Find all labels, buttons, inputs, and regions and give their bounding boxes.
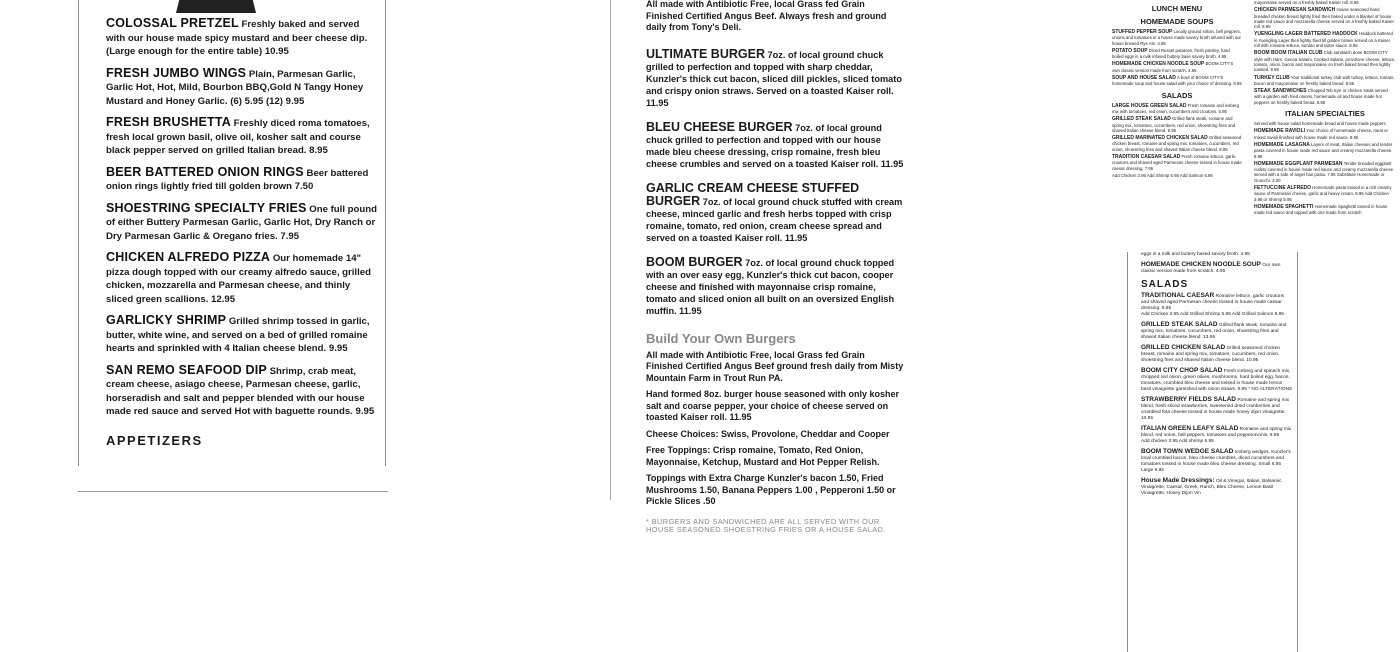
item-name: HOMEMADE EGGPLANT PARMESAN	[1254, 160, 1343, 167]
byo-paragraph: All made with Antibiotic Free, local Grass fed Grain Finished Certified Angus Beef ground fresh daily from Misty Mountain Farm in Trout Run PA.	[646, 349, 904, 383]
item-description: A bowl of BOOM CITY'S homemade soup and house salad with your choice of dressing. 8.95	[1112, 75, 1242, 87]
lunch-column-2	[1254, 0, 1396, 218]
menu-item	[1112, 116, 1242, 133]
item-name: HOMEMADE CHICKEN NOODLE SOUP	[1141, 261, 1261, 268]
menu-item	[106, 166, 380, 194]
byo-paragraph: Free Toppings: Crisp romaine, Tomato, Red Onion, Mayonnaise, Ketchup, Mustard and Hot Pepper Relish.	[646, 445, 880, 467]
item-description: Romaine lettuce, garlic croutons and shaved aged Parmesan cheese tossed in house made caesar dressing. 9.95	[1141, 294, 1285, 311]
item-description: One full pound of either Buttery Parmesan Garlic, Garlic Hot, Dry Ranch or Dry Parmesan Garlic & Oregano fries. 7.95	[106, 203, 377, 242]
menu-item	[106, 251, 380, 306]
item-name: LARGE HOUSE GREEN SALAD	[1112, 102, 1187, 109]
menu-item	[106, 314, 380, 356]
item-name: ULTIMATE BURGER	[646, 46, 765, 61]
menu-item	[106, 364, 380, 419]
item-addons: Add chicken 3.95 Add shrimp 5.95	[1141, 439, 1214, 444]
item-description: 7oz. of local ground chuck stuffed with cream cheese, minced garlic and fresh herbs topped with crisp romaine, tomato, red onion, cream cheese spread and served on a toasted Kaiser roll. 11.95	[646, 196, 903, 243]
item-description: Locally ground sirloin, bell peppers, onions and tomatoes in a house made savory broth infused with our house brewed Rye Ale. 4.95	[1112, 29, 1241, 46]
item-description: Grilled flank steak, romaine and spring mix, tomatoes, cucumbers, red onion, shoestring fries and shaved Italian cheese blend. 9.95	[1112, 116, 1236, 133]
dressings-label: House Made Dressings:	[1141, 477, 1215, 484]
menu-item	[1254, 142, 1396, 159]
item-name: SHOESTRING SPECIALTY FRIES	[106, 200, 307, 215]
item-description: Diced Russet potatoes, fresh parsley, hard boiled eggs in a milk infused buttery base savory broth. 4.95	[1112, 47, 1230, 60]
footnote: * BURGERS AND SANDWICHED ARE ALL SERVED WITH OUR HOUSE SEASONED SHOESTRING FRIES OR A HOUSE SALAD.	[646, 516, 886, 534]
menu-item	[1141, 449, 1293, 474]
item-name: TRADITIONAL CAESAR	[1141, 292, 1215, 299]
item-name: GRILLED STEAK SALAD	[1141, 321, 1218, 328]
item-description: Grilled seasoned chicken breast, romaine and spring mix, tomatoes, cucumbers, red onion, shoestring fries and shaved Italian cheese blend. 8.95	[1112, 135, 1242, 152]
byo-paragraph: Toppings with Extra Charge Kunzler's bacon 1.50, Fried Mushrooms 1.50, Banana Peppers 1.00 , Pepperoni 1.50 or Pickle Slices .50	[646, 473, 896, 506]
item-description: Beer battered onion rings lightly fried till golden brown 7.50	[106, 167, 369, 192]
item-name: GRILLED STEAK SALAD	[1112, 116, 1171, 123]
item-name: STRAWBERRY FIELDS SALAD	[1141, 396, 1236, 403]
item-description: Grilled flank steak, romaine and spring mix, tomatoes, cucumbers, red onion, shoestring fries and shaved Italian cheese blend. 13.95	[1141, 323, 1287, 340]
menu-item	[1141, 345, 1293, 364]
item-name: GARLIC CREAM CHEESE STUFFED BURGER	[646, 180, 860, 208]
item-description: Fresh romaine and iceberg mix with tomatoes, red onion, cucumbers and croutons. 5.95	[1112, 102, 1240, 114]
item-name: BEER BATTERED ONION RINGS	[106, 164, 304, 179]
menu-item	[646, 182, 904, 244]
item-description: BOOM CITY'S own classic version made from scratch. 4.95	[1112, 61, 1234, 73]
item-name: GRILLED MARINATED CHICKEN SALAD	[1112, 135, 1208, 142]
item-description: Shrimp, crab meat, cream cheese, asiago cheese, Parmesan cheese, garlic, horseradish and salt and pepper blended with our house made red sauce and served Hot with baguette rounds. 9.95	[106, 365, 375, 417]
appetizer-list	[106, 17, 380, 448]
item-description: Chopped Rib Eye or chicken steak served with a garden with fried onions, homemade oil and house made hot peppers on freshly baked bread. 8.95	[1254, 88, 1388, 105]
item-description: Romaine and spring mix blend, fresh sliced strawberries, sweetened dried cranberries and crumbled feta cheese tossed in house made honey dijon vinaigrette. 10.95	[1141, 398, 1290, 421]
item-name: CHICKEN PARMESAN SANDWICH	[1254, 7, 1336, 14]
byo-paragraph: Hand formed 8oz. burger house seasoned with only kosher salt and coarse pepper, your choice of cheese served on toasted Kaiser roll. 11.95	[646, 389, 900, 422]
item-name: FRESH BRUSHETTA	[106, 115, 231, 129]
item-name: BOOM TOWN WEDGE SALAD	[1141, 448, 1234, 455]
dressings	[1141, 478, 1293, 497]
menu-item	[646, 121, 904, 170]
menu-item	[1112, 103, 1242, 115]
item-description: Iceberg wedges, Kunzler's local crumbled bacon, bleu cheese crumbles, diced cucumbers and tomatoes tossed in house made bleu cheese dressing. Small 6.95 Large 9.95	[1141, 450, 1291, 473]
item-name: BOOM CITY CHOP SALAD	[1141, 367, 1223, 374]
menu-item	[1112, 61, 1242, 73]
page-border-right	[385, 0, 386, 466]
item-description: Grilled seasoned chicken breast, romaine and spring mix, tomatoes, cucumbers, red onion, shoestring fries and shaved Italian cheese blend. 10.95	[1141, 346, 1281, 363]
item-addons: Add Chicken 3.95 Add Grilled Shrimp 5.95 Add Grilled Salmon 8.95	[1141, 312, 1284, 317]
item-description: Fresh romaine lettuce, garlic croutons and shaved aged Parmesan cheese tossed in house made caesar dressing. 7.95	[1112, 154, 1242, 171]
section-title-appetizers: APPETIZERS	[106, 432, 203, 448]
menu-item	[1112, 135, 1242, 152]
item-description: Freshly baked and served with our house made spicy mustard and beer cheese dip. (Large enough for the entire table) 10.95	[106, 19, 368, 57]
item-description: Romaine and spring mix blend, red onion, bell peppers, tomatoes and pepperoncinis. 9.95	[1141, 427, 1292, 438]
item-description: 7oz. of local ground chuck grilled to perfection and topped with our house made bleu cheese dressing, crisp romaine, fresh bleu cheese crumbles and served on a toasted Kaiser roll. 11.95	[646, 122, 904, 169]
item-name: GARLICKY SHRIMP	[106, 313, 227, 327]
item-name: BOOM BURGER	[646, 254, 743, 269]
item-name: POTATO SOUP	[1112, 47, 1148, 54]
item-name: YUENGLING LAGER BATTERED HADDOCK	[1254, 31, 1358, 38]
menu-item	[1141, 426, 1293, 445]
item-name: TRADITION CAESAR SALAD	[1112, 154, 1181, 161]
menu-item	[1254, 50, 1396, 72]
item-description: Our own classic version made from scratch. 4.95	[1141, 263, 1281, 274]
item-description: Club sandwich done BOOM CITY style with Ham, Genoa Salami, Cooked Salami, provolone cheese, lettuce, tomato, onion, bacon and mayonnaise on fresh baked bread then lightly toasted. 9.95	[1254, 50, 1396, 73]
menu-item	[106, 202, 380, 244]
menu-item	[106, 116, 380, 158]
item-name: ITALIAN GREEN LEAFY SALAD	[1141, 425, 1239, 432]
item-description: Homemade Spaghetti tossed in house made red sauce and topped with one made from scratch	[1254, 203, 1388, 216]
menu-item	[1254, 75, 1396, 87]
menu-item	[1141, 368, 1293, 393]
item-description: Fresh iceberg and spinach mix, chopped red onion, green olives, mushrooms, hard boiled egg, bacon, tomatoes, crumbled bleu cheese and tossed in house made lemon basil vinaigrette garnished with onion straws. 9.95 * NO ALTERATIONS	[1141, 369, 1293, 392]
dressings-list: Oil & Vinegar, Italian, Balsamic Vinaigrette, Caesar, Greek, Ranch, Bleu Cheese, Lemon Basil Vinaigrette, Honey Dijon Vin	[1141, 479, 1282, 496]
menu-item	[1254, 204, 1396, 216]
burger-list	[646, 0, 904, 535]
menu-item	[1254, 185, 1396, 202]
salads-title: SALADS	[1161, 90, 1193, 100]
menu-item	[1112, 48, 1242, 60]
logo-image	[176, 0, 256, 13]
item-description: Haddock battered in Yuengling Lager then lightly fried till golden brown served on a Kaiser roll with romaine lettuce, tomato and tartar sauce. 8.95	[1254, 31, 1393, 49]
page-border-left	[610, 0, 611, 500]
item-name: TURKEY CLUB	[1254, 74, 1290, 81]
item-name: HOMEMADE CHICKEN NOODLE SOUP	[1112, 61, 1205, 68]
menu-item	[1141, 322, 1293, 341]
menu-item	[106, 67, 380, 109]
item-description: Homemade pasta tossed in a rich creamy sauce of Parmesan cheese, garlic and heavy cream. 8.95 Add Chicken 3.95 or Shrimp 5.95	[1254, 185, 1392, 202]
dinner-menu-page	[1127, 246, 1299, 507]
byo-paragraph: Cheese Choices: Swiss, Provolone, Cheddar and Cooper	[646, 428, 890, 439]
menu-item	[1254, 88, 1396, 105]
menu-item	[1112, 75, 1242, 87]
menu-item	[1141, 397, 1293, 422]
page-border-left	[1127, 252, 1128, 652]
item-name: HOMEMADE SPAGHETTI	[1254, 203, 1314, 210]
item-description: Grilled shrimp tossed in garlic, butter, white wine, and served on a bed of grilled romaine hearts and sprinkled with 4 Italian cheese blend. 9.95	[106, 316, 370, 354]
menu-item	[1141, 262, 1293, 275]
italian-title: ITALIAN SPECIALTIES	[1285, 109, 1365, 119]
item-name: STUFFED PEPPER SOUP	[1112, 29, 1173, 35]
italian-intro: Served with house salad homemade bread and house made peppers	[1254, 121, 1386, 127]
byo-title: Build Your Own Burgers	[646, 330, 796, 346]
item-description: 7oz. of local ground chuck grilled to perfection and topped with sharp cheddar, Kunzler's thick cut bacon, sliced dill pickles, sliced tomato and crispy onion straws. Served on a toasted Kaiser roll. 11.95	[646, 49, 902, 108]
item-name: GRILLED CHICKEN SALAD	[1141, 344, 1226, 351]
item-name: STEAK SANDWICHES	[1254, 88, 1307, 95]
menu-item	[1141, 293, 1293, 318]
divider	[78, 491, 388, 492]
item-description: House seasoned hand breaded chicken breast lightly fried then baked under a blanket of house made red sauce and mozzarella cheese served on a freshly baked Kaiser roll. 8.95	[1254, 7, 1394, 30]
menu-item	[1254, 7, 1396, 29]
soups-title: HOMEMADE SOUPS	[1140, 17, 1214, 26]
page-border-left	[78, 0, 79, 466]
menu-item	[1112, 29, 1242, 46]
page-border-right	[1297, 252, 1298, 652]
item-name: SAN REMO SEAFOOD DIP	[106, 362, 267, 377]
item-description: Our homemade 14" pizza dough topped with our creamy alfredo sauce, grilled chicken, mozzarella and Parmesan cheese, and thinly sliced green scallions. 12.95	[106, 253, 371, 305]
item-description: 7oz. of local ground chuck topped with an over easy egg, Kunzler's thick cut bacon, cooper cheese and finished with mayonnaise crisp romaine, tomato and sliced onion all built on an oversized English muffin. 11.95	[646, 257, 895, 316]
item-description: Your traditional turkey club with turkey, lettuce, tomato, bacon and mayonnaise on freshly baked bread. 8.95	[1254, 74, 1395, 86]
item-name: FETTUCCINE ALFREDO	[1254, 185, 1312, 192]
sandwich-fragment: mayonnaise served on a freshly baked Kaiser roll. 8.95	[1254, 0, 1359, 5]
dinner-content	[1141, 252, 1293, 501]
menu-item	[1254, 161, 1396, 183]
item-description: Layers of meat, Italian cheeses and tender pasta covered in house made red sauce and creamy mozzarella cheese. 8.95	[1254, 141, 1393, 159]
salads-title: SALADS	[1141, 279, 1189, 290]
item-name: SOUP AND HOUSE SALAD	[1112, 75, 1176, 82]
lunch-column-1	[1112, 0, 1242, 180]
salad-addons: Add Chicken 3.95 Add Shrimp 5.95 Add Salmon 6.95	[1112, 172, 1213, 178]
item-name: HOMEMADE LASAGNA	[1254, 141, 1310, 148]
gourmet-intro: All made with Antibiotic Free, local Grass fed Grain Finished Certified Angus Beef. Always fresh and ground daily from Tony's Deli.	[646, 0, 887, 32]
item-name: HOMEMADE RAVIOLI	[1254, 128, 1306, 135]
item-name: CHICKEN ALFREDO PIZZA	[106, 250, 271, 264]
menu-item	[106, 17, 380, 59]
item-description: Tender breaded eggplant cutlets covered in house made red sauce and creamy mozzarella cheese served with a side of angel hair pasta. 7.95 Substitute Homemade or Gnocchi. 2.00	[1254, 160, 1394, 183]
soup-fragment: eggs in a milk and buttery based savory broth. 4.95	[1141, 252, 1250, 257]
menu-item	[646, 48, 904, 109]
menu-item	[646, 256, 904, 317]
item-description: Your choice of homemade cheese, meat or mixed ravioli finished with house made red sauce. 8.95	[1254, 128, 1388, 140]
menu-item	[1254, 128, 1396, 140]
item-name: BLEU CHEESE BURGER	[646, 119, 793, 134]
menu-item	[1254, 31, 1396, 48]
item-description: Freshly diced roma tomatoes, fresh local grown basil, olive oil, kosher salt and course black pepper served on grilled Italian bread. 8.95	[106, 118, 370, 156]
menu-item	[1112, 154, 1242, 171]
item-name: BOOM BOOM ITALIAN CLUB	[1254, 50, 1323, 57]
item-name: FRESH JUMBO WINGS	[106, 65, 247, 80]
lunch-menu-title: LUNCH MENU	[1151, 4, 1203, 13]
item-description: Plain, Parmesan Garlic, Garlic Hot, Hot, Mild, Bourbon BBQ,Gold N Tangy Honey Mustard and Honey Garlic. (6) 5.95 (12) 9.95	[106, 68, 364, 107]
item-name: COLOSSAL PRETZEL	[106, 16, 239, 30]
